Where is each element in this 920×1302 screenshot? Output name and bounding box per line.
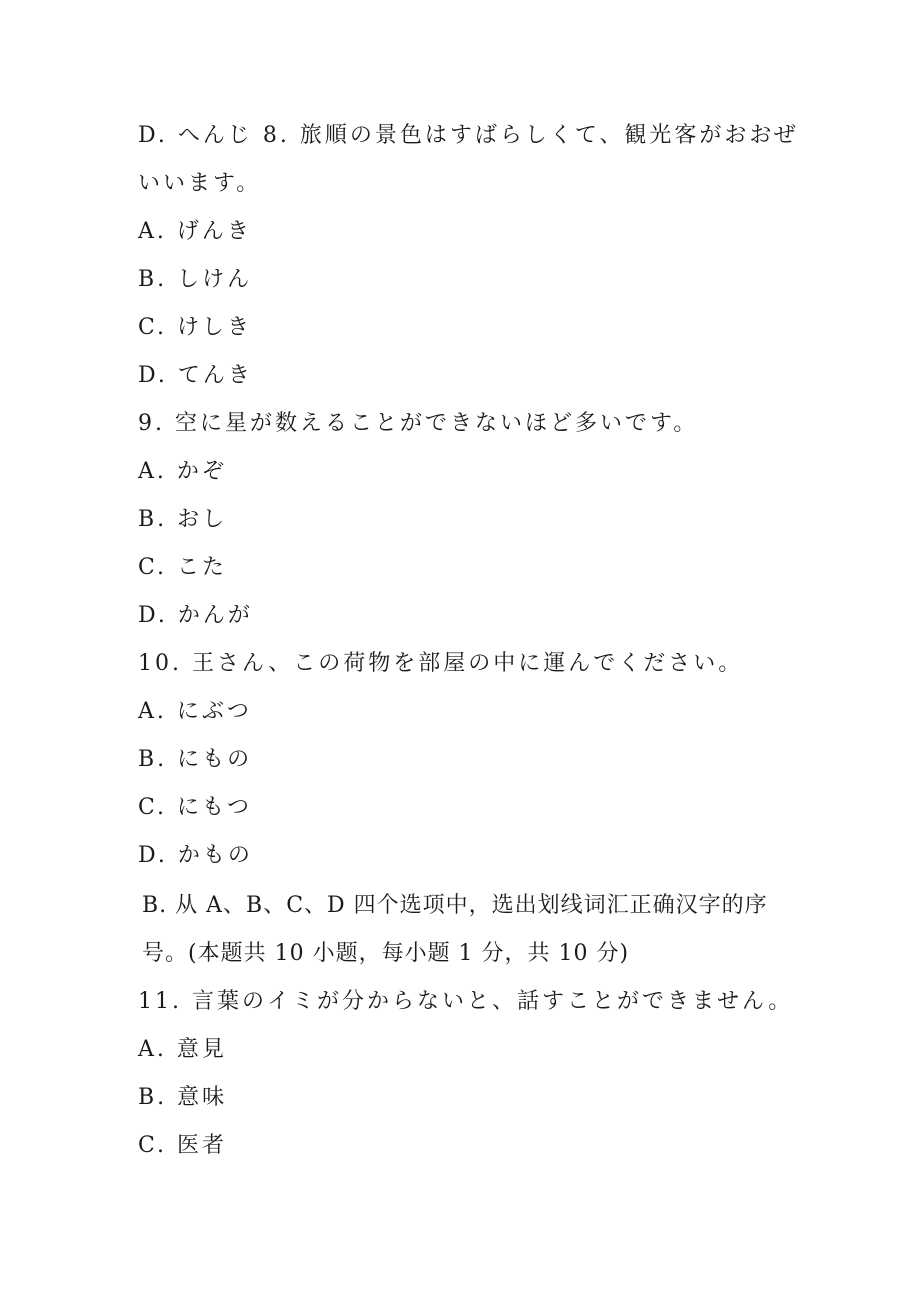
- section-b-instructions: B. 从 A、B、C、D 四个选项中，选出划线词汇正确汉字的序: [142, 893, 768, 918]
- question-9-option-b: B. おし: [138, 507, 228, 532]
- question-9-option-c: C. こた: [138, 555, 228, 580]
- question-9-option-a: A. かぞ: [138, 459, 227, 484]
- question-10-option-b: B. にもの: [138, 747, 253, 772]
- question-7-option-d-and-question-8-stem: D. へんじ 8. 旅順の景色はすばらしくて、観光客がおおぜ: [138, 123, 799, 148]
- question-10-stem: 10. 王さん、この荷物を部屋の中に運んでください。: [138, 651, 744, 676]
- question-11-option-b: B. 意味: [138, 1085, 228, 1110]
- question-11-option-c: C. 医者: [138, 1133, 228, 1158]
- question-8-stem-continued: いいます。: [138, 171, 262, 196]
- question-8-option-a: A. げんき: [138, 219, 252, 244]
- question-8-option-c: C. けしき: [138, 315, 253, 340]
- question-11-option-a: A. 意見: [138, 1037, 227, 1062]
- question-9-option-d: D. かんが: [138, 603, 253, 628]
- question-9-stem: 9. 空に星が数えることができないほど多いです。: [138, 411, 699, 436]
- question-8-option-d: D. てんき: [138, 363, 253, 388]
- question-10-option-a: A. にぶつ: [138, 699, 252, 724]
- section-b-instructions-continued: 号。(本题共 10 小题，每小题 1 分，共 10 分): [142, 941, 630, 966]
- question-11-stem: 11. 言葉のイミが分からないと、話すことができません。: [138, 989, 794, 1014]
- question-10-option-c: C. にもつ: [138, 795, 253, 820]
- question-8-option-b: B. しけん: [138, 267, 253, 292]
- question-10-option-d: D. かもの: [138, 843, 253, 868]
